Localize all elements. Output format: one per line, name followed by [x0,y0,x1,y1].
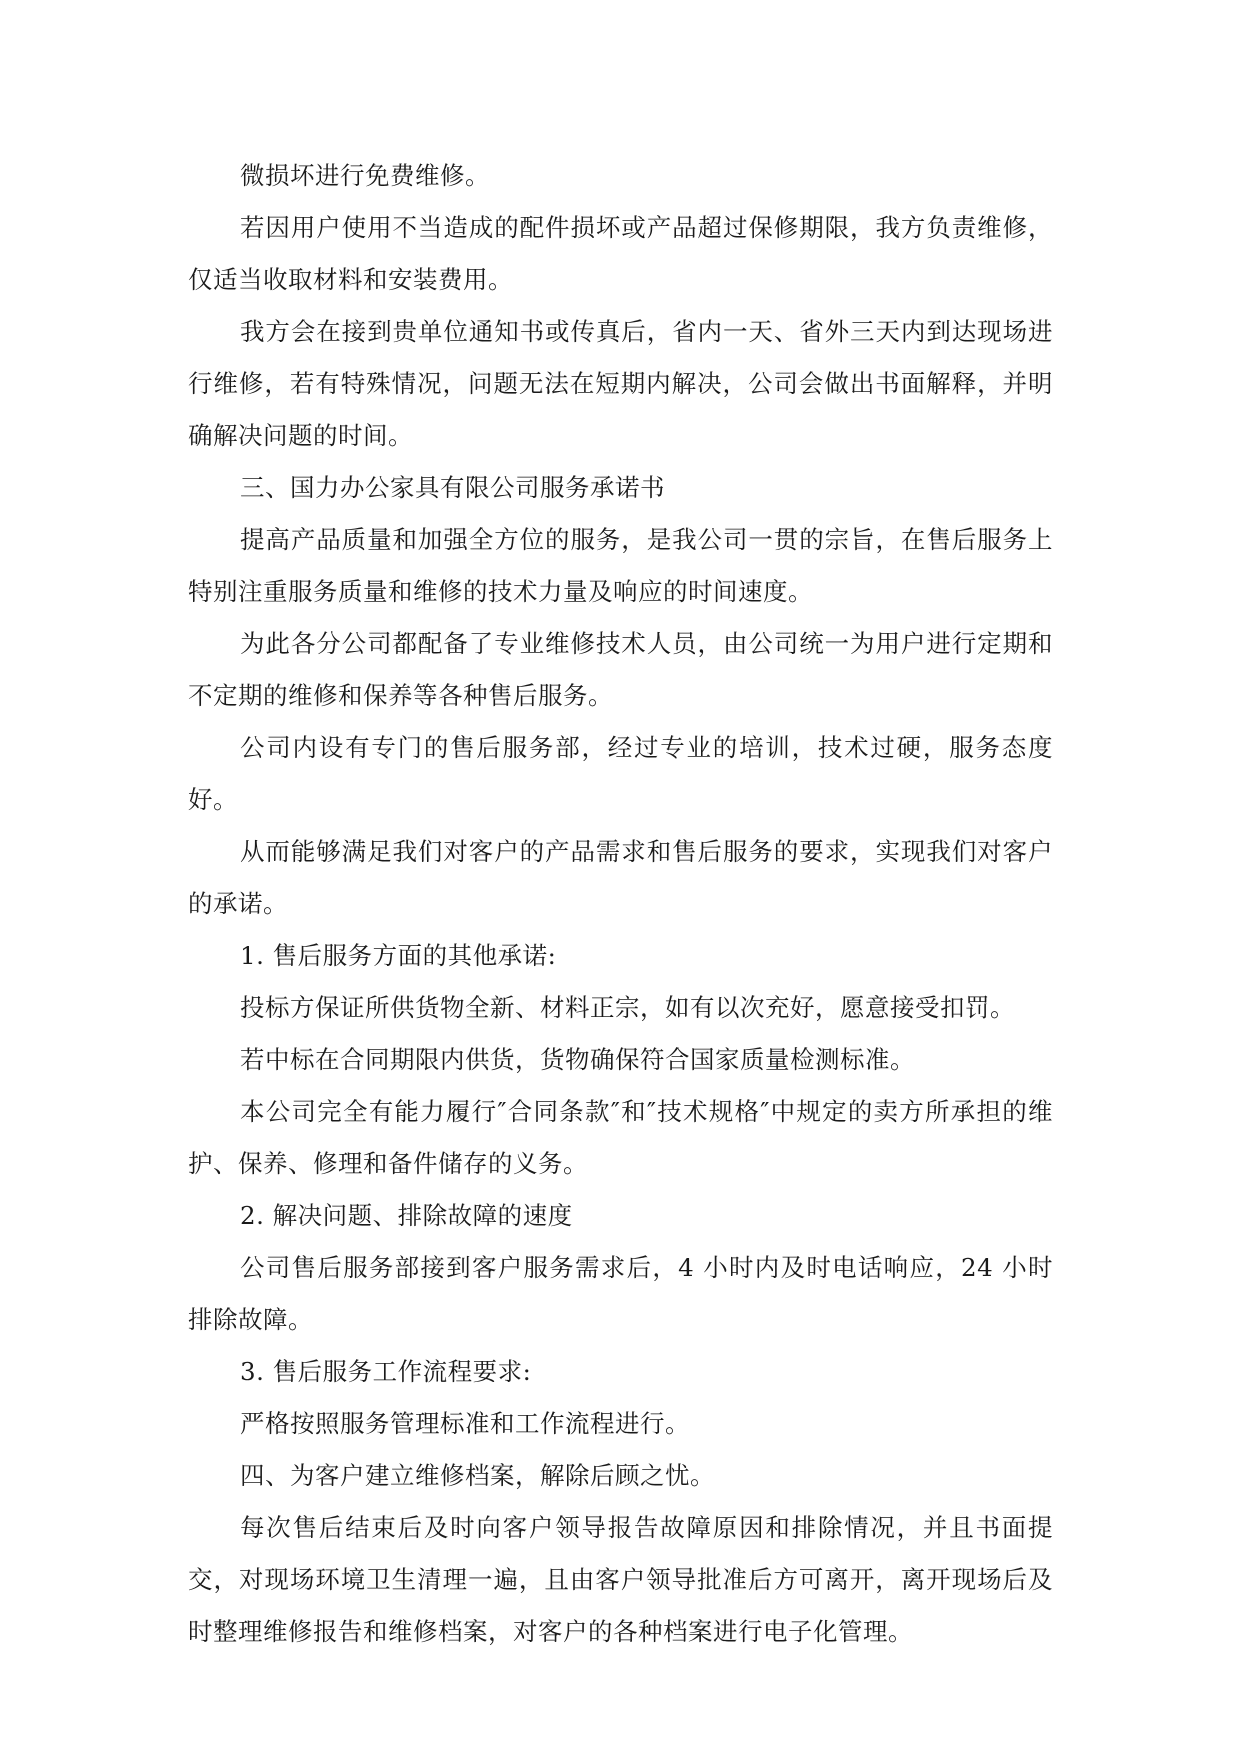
subheading-2: 2. 解决问题、排除故障的速度 [240,1201,573,1230]
paragraph-4-24-hours: 公司售后服务部接到客户服务需求后，4 小时内及时电话响应，24 小时排除故障。 [188,1253,1053,1334]
paragraph-obligations: 本公司完全有能力履行″合同条款″和″技术规格″中规定的卖方所承担的维护、保养、修理和备件储存的义务。 [188,1097,1053,1178]
paragraph-archives: 每次售后结束后及时向客户领导报告故障原因和排除情况，并且书面提交，对现场环境卫生清理一遍，且由客户领导批准后方可离开，离开现场后及时整理维修报告和维修档案，对客户的各种档案进行电子化管理。 [188,1513,1053,1646]
section-heading-4: 四、为客户建立维修档案，解除后顾之忧。 [240,1461,715,1490]
paragraph-workflow: 严格按照服务管理标准和工作流程进行。 [240,1409,690,1438]
document-body [188,150,1053,1658]
paragraph-technicians: 为此各分公司都配备了专业维修技术人员，由公司统一为用户进行定期和不定期的维修和保养等各种售后服务。 [188,629,1053,710]
paragraph-commitment: 从而能够满足我们对客户的产品需求和售后服务的要求，实现我们对客户的承诺。 [188,837,1053,918]
paragraph-response-time: 我方会在接到贵单位通知书或传真后，省内一天、省外三天内到达现场进行维修，若有特殊情况，问题无法在短期内解决，公司会做出书面解释，并明确解决问题的时间。 [188,317,1053,450]
paragraph-new-goods: 投标方保证所供货物全新、材料正宗，如有以次充好，愿意接受扣罚。 [240,993,1015,1022]
paragraph-free-repair: 微损坏进行免费维修。 [240,161,490,190]
paragraph-standards: 若中标在合同期限内供货，货物确保符合国家质量检测标准。 [240,1045,915,1074]
paragraph-improper-use: 若因用户使用不当造成的配件损坏或产品超过保修期限，我方负责维修，仅适当收取材料和安装费用。 [188,213,1053,294]
paragraph-service-dept: 公司内设有专门的售后服务部，经过专业的培训，技术过硬，服务态度好。 [188,733,1053,814]
subheading-1: 1. 售后服务方面的其他承诺: [240,941,557,970]
paragraph-quality: 提高产品质量和加强全方位的服务，是我公司一贯的宗旨，在售后服务上特别注重服务质量和维修的技术力量及响应的时间速度。 [188,525,1053,606]
section-heading-3: 三、国力办公家具有限公司服务承诺书 [240,473,665,502]
subheading-3: 3. 售后服务工作流程要求: [240,1357,532,1386]
